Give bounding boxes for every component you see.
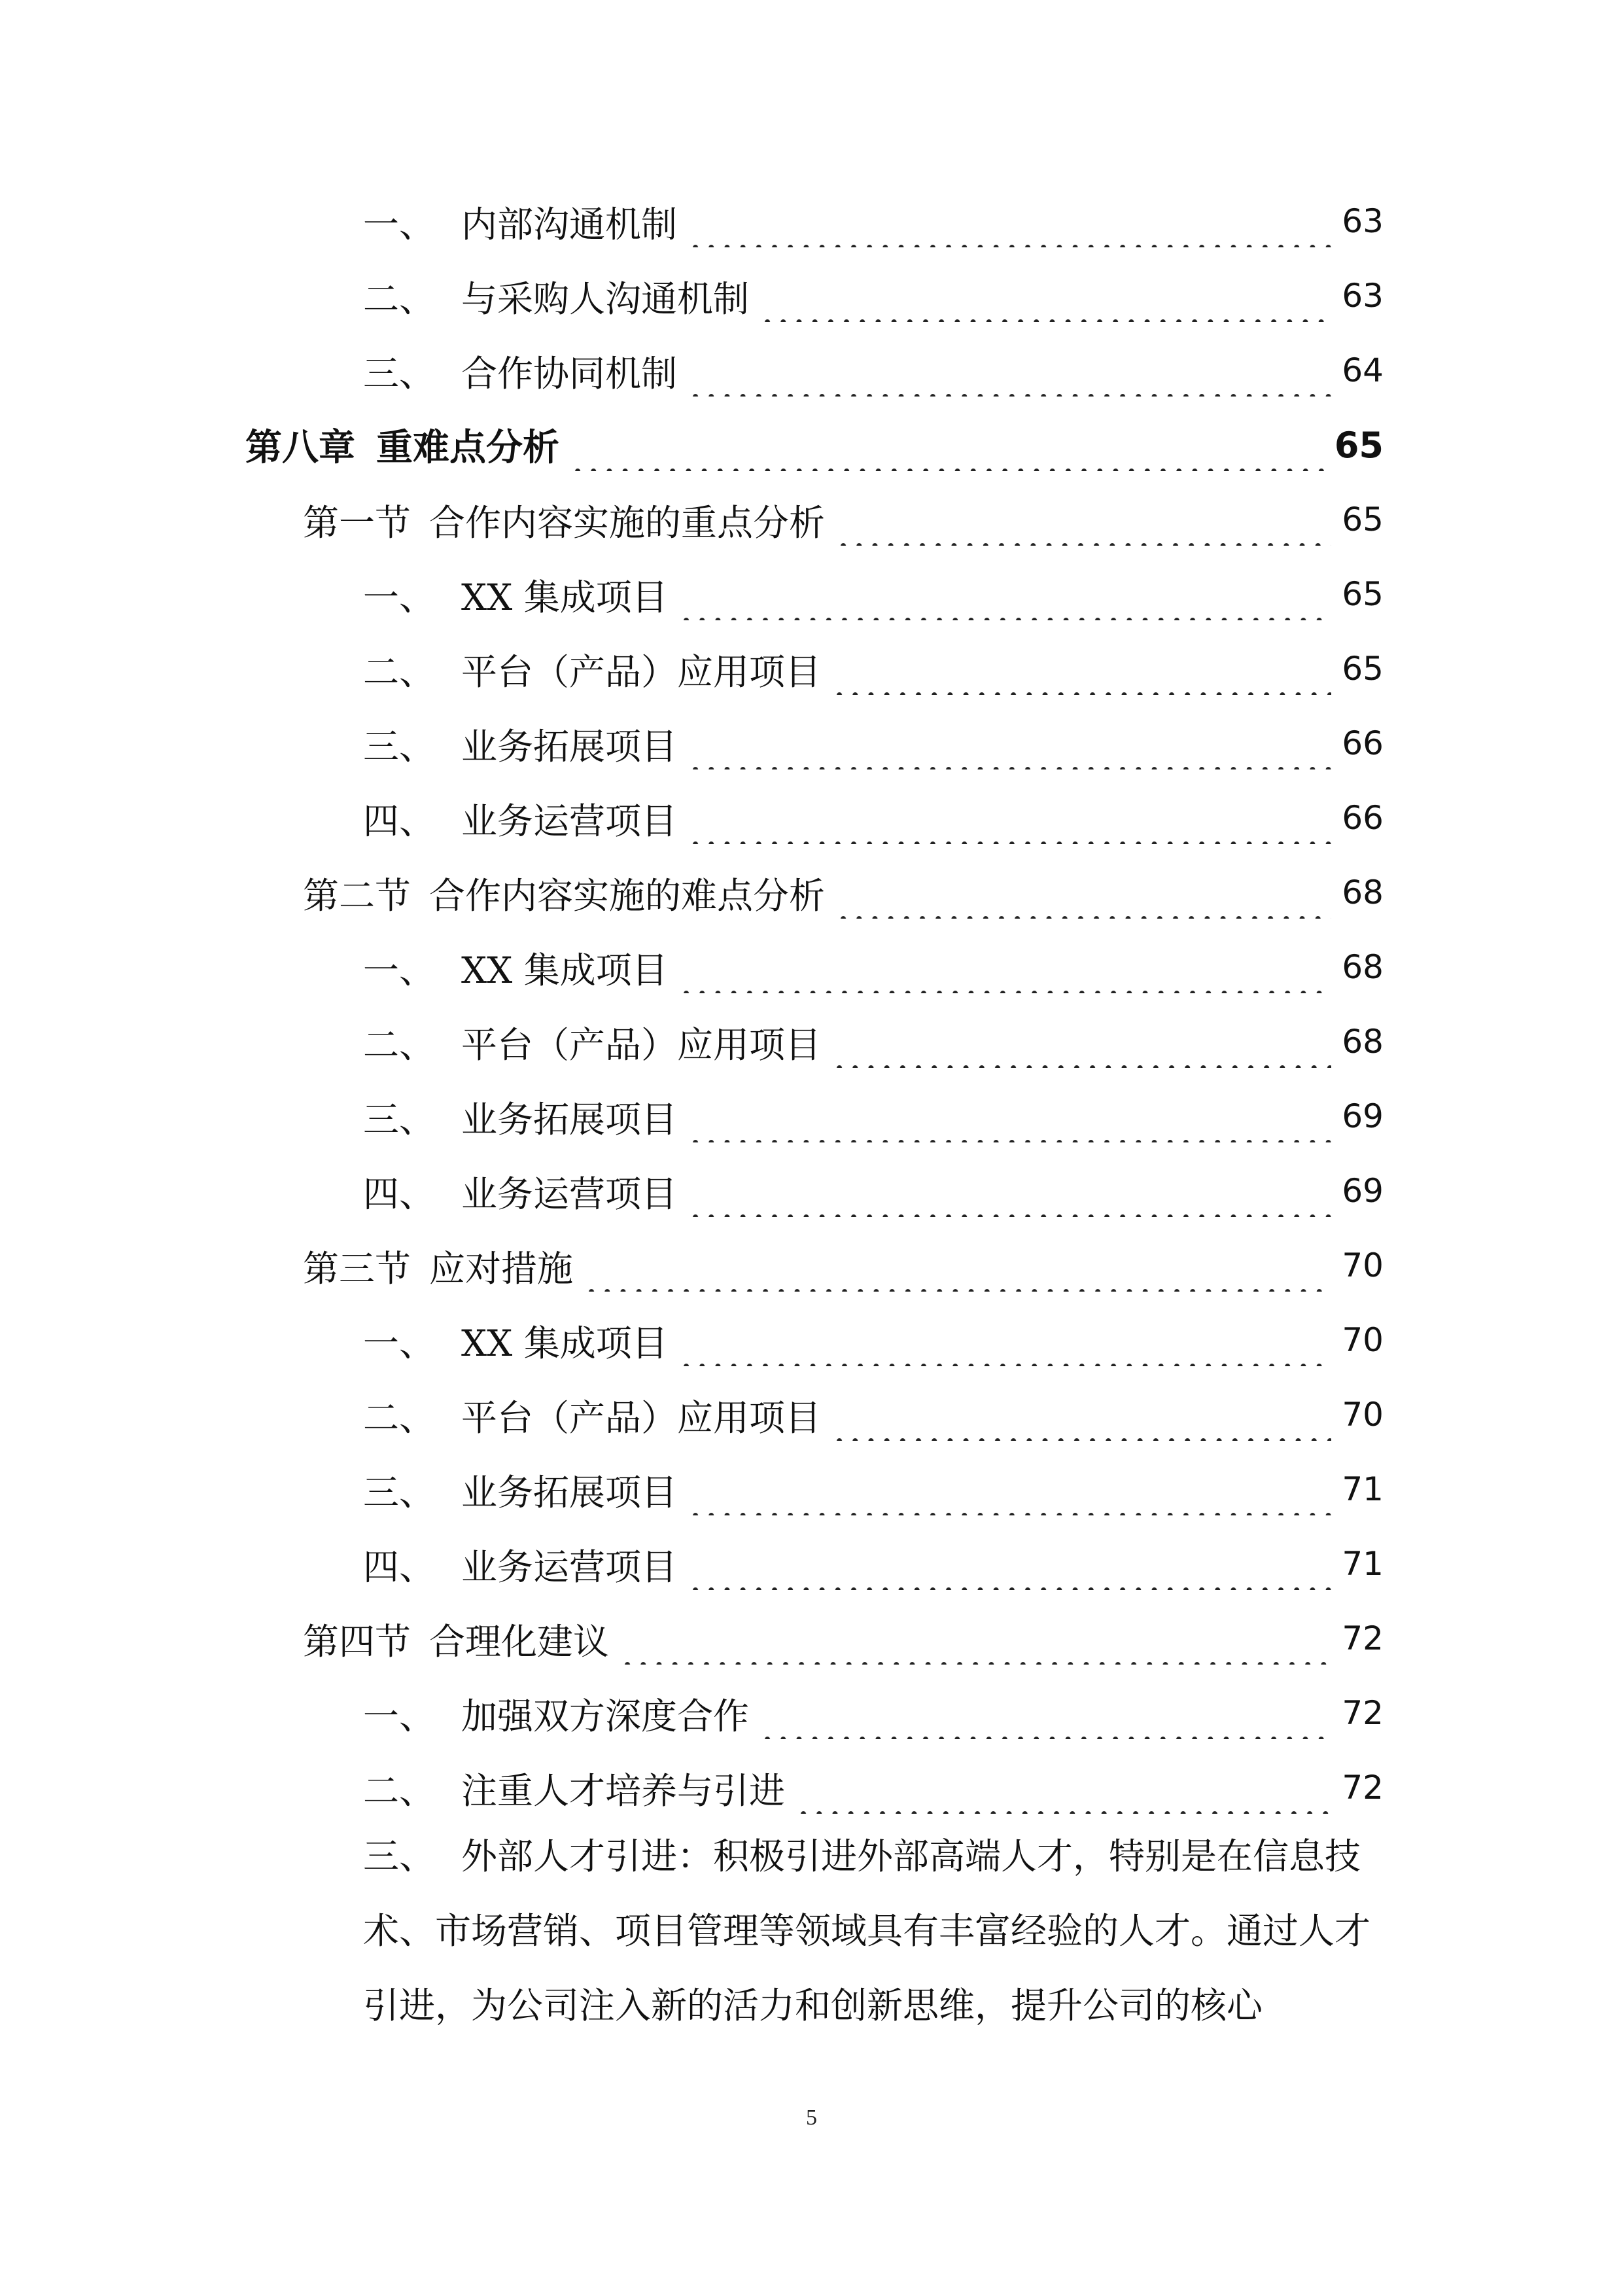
toc-entry[interactable] [363,941,1384,993]
toc-entry-title: 业务运营项目 [461,1173,678,1215]
toc-entry-number: 二、 [363,650,436,693]
toc-entry-page: 65 [1342,650,1384,688]
toc-entry-number: 二、 [363,277,436,320]
toc-leader-dots [678,568,1332,620]
toc-entry-title: 平台（产品）应用项目 [461,1023,822,1066]
toc-entry-page: 72 [1342,1694,1384,1732]
toc-entry[interactable] [363,1388,1384,1441]
toc-entry-number: 三、 [363,352,436,395]
toc-leader-dots [688,1463,1331,1515]
toc-leader-dots [688,1165,1331,1217]
toc-entry-page: 65 [1342,501,1384,539]
toc-leader-dots [678,1314,1332,1366]
toc-entry[interactable] [363,1761,1384,1814]
toc-entry[interactable] [363,568,1384,620]
toc-section-entry[interactable] [303,1239,1384,1292]
body-paragraph [363,1819,1384,2043]
toc-entry-title: 注重人才培养与引进 [461,1769,786,1812]
toc-entry-page: 70 [1342,1321,1384,1359]
toc-entry-title: 内部沟通机制 [461,203,678,245]
toc-leader-dots [831,643,1331,695]
toc-entry-title: 业务运营项目 [461,1545,678,1588]
toc-leader-dots [759,1687,1331,1739]
page-number: 5 [806,2106,817,2130]
toc-entry-page: 68 [1342,874,1384,911]
toc-entry-page: 72 [1342,1769,1384,1807]
toc-entry[interactable] [363,792,1384,844]
toc-entry-title: 合作内容实施的重点分析 [429,501,826,544]
toc-leader-dots [688,195,1331,247]
toc-entry-number: 四、 [363,1173,436,1215]
toc-entry-page: 70 [1342,1246,1384,1284]
toc-entry[interactable] [363,1090,1384,1142]
toc-entry-page: 70 [1342,1396,1384,1434]
toc-entry[interactable] [363,717,1384,769]
toc-leader-dots [835,493,1331,546]
toc-entry-number: 四、 [363,800,436,842]
toc-entry-page: 65 [1342,575,1384,613]
toc-entry[interactable] [363,1016,1384,1068]
toc-entry[interactable] [363,344,1384,397]
toc-entry-number: 二、 [363,1769,436,1812]
toc-leader-dots [678,941,1332,993]
toc-entry-number: 三、 [363,1098,436,1140]
toc-section-entry[interactable] [303,493,1384,546]
toc-entry-title: 业务拓展项目 [461,1471,678,1513]
toc-entry-number: 三、 [363,1471,436,1513]
toc-entry-page: 68 [1342,948,1384,986]
toc-leader-dots [620,1612,1331,1665]
toc-entry-title: 业务运营项目 [461,800,678,842]
toc-entry[interactable] [363,1314,1384,1366]
toc-leader-dots [688,1538,1331,1590]
toc-entry-page: 71 [1342,1545,1384,1583]
toc-leader-dots [835,866,1331,919]
toc-entry[interactable] [363,643,1384,695]
toc-entry-number: 二、 [363,1023,436,1066]
toc-entry-title: 合作内容实施的难点分析 [429,874,826,917]
toc-leader-dots [831,1016,1331,1068]
toc-entry-number: 第八章 [245,427,355,469]
toc-entry-title: 业务拓展项目 [461,725,678,768]
toc-entry-title: 应对措施 [429,1247,574,1290]
toc-entry-number: 三、 [363,725,436,768]
toc-entry-title: XX 集成项目 [461,949,668,991]
toc-entry-page: 64 [1342,351,1384,389]
toc-entry-page: 69 [1342,1097,1384,1135]
toc-entry-number: 第一节 [303,501,411,544]
toc-entry-title: 与采购人沟通机制 [461,277,750,320]
toc-entry-title: 加强双方深度合作 [461,1695,750,1737]
toc-entry[interactable] [363,1538,1384,1590]
toc-entry-title: XX 集成项目 [461,1322,668,1364]
toc-section-entry[interactable] [303,1612,1384,1665]
toc-entry-page: 63 [1342,277,1384,315]
toc-entry-number: 一、 [363,1695,436,1737]
toc-entry-page: 71 [1342,1470,1384,1508]
toc-entry-number: 四、 [363,1545,436,1588]
toc-entry-page: 69 [1342,1172,1384,1210]
toc-leader-dots [688,792,1331,844]
toc-entry-page: 72 [1342,1619,1384,1657]
toc-entry-page: 66 [1342,799,1384,837]
toc-leader-dots [688,1090,1331,1142]
toc-entry-number: 一、 [363,203,436,245]
toc-entry-page: 68 [1342,1023,1384,1061]
toc-entry-number: 第三节 [303,1247,411,1290]
toc-entry[interactable] [363,195,1384,247]
toc-entry-title: 合理化建议 [429,1620,610,1663]
toc-leader-dots [570,419,1324,471]
paragraph-number: 三、 [363,1835,436,1877]
toc-entry[interactable] [363,270,1384,322]
toc-leader-dots [795,1761,1331,1814]
toc-entry-title: XX 集成项目 [461,576,668,618]
toc-entry-page: 65 [1334,424,1384,466]
toc-section-entry[interactable] [303,866,1384,919]
toc-entry-number: 一、 [363,576,436,618]
toc-entry-title: 合作协同机制 [461,352,678,395]
toc-leader-dots [831,1388,1331,1441]
toc-leader-dots [688,344,1331,397]
toc-leader-dots [688,717,1331,769]
toc-entry-page: 66 [1342,724,1384,762]
toc-entry-number: 一、 [363,1322,436,1364]
toc-entry-number: 第四节 [303,1620,411,1663]
toc-entry-title: 平台（产品）应用项目 [461,650,822,693]
toc-entry-number: 一、 [363,949,436,991]
toc-entry-page: 63 [1342,202,1384,240]
toc-entry-number: 第二节 [303,874,411,917]
toc-entry-title: 业务拓展项目 [461,1098,678,1140]
toc-entry-title: 平台（产品）应用项目 [461,1396,822,1439]
toc-entry-number: 二、 [363,1396,436,1439]
toc-entry[interactable] [363,1165,1384,1217]
toc-entry-title: 重难点分析 [376,427,559,469]
toc-entry[interactable] [363,1463,1384,1515]
toc-entry[interactable] [363,1687,1384,1739]
paragraph-text: 外部人才引进：积极引进外部高端人才，特别是在信息技术、市场营销、项目管理等领域具有丰富经验的人才。通过人才引进，为公司注入新的活力和创新思维，提升公司的核心 [363,1835,1371,2026]
toc-leader-dots [759,270,1331,322]
toc-chapter-entry[interactable] [245,419,1384,471]
toc-leader-dots [584,1239,1331,1292]
